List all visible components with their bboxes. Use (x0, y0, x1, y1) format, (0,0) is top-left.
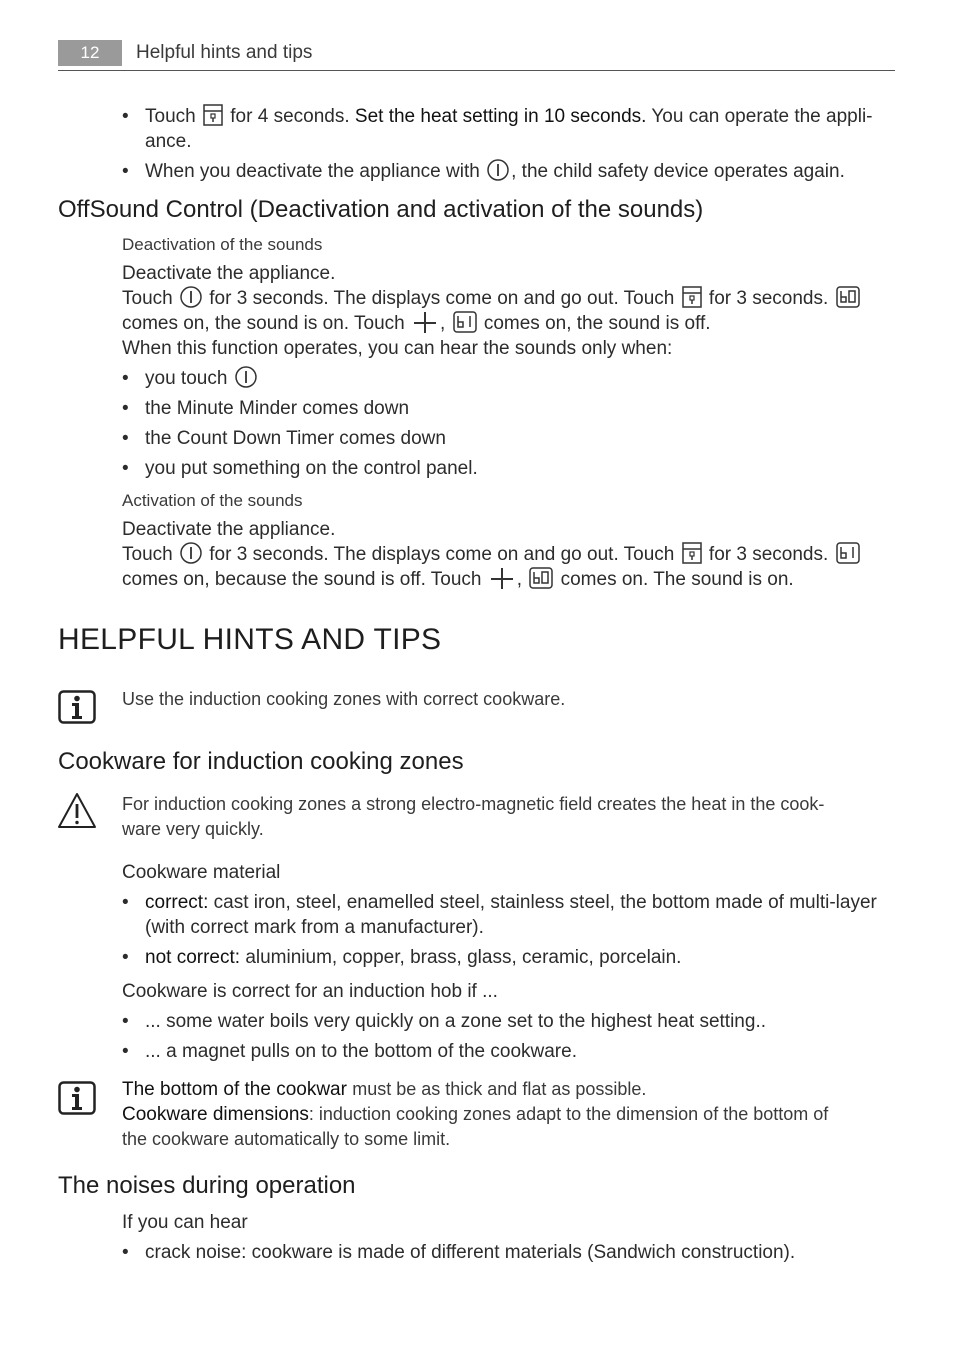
list-item: not correct: aluminium, copper, brass, glass, ceramic, porcelain. (145, 947, 682, 968)
bullet-dot: • (122, 1011, 129, 1032)
list-item: Touch for 4 seconds. Set the heat setting in 10 seconds. You can operate the appli- (145, 104, 873, 133)
running-header: Helpful hints and tips (136, 42, 313, 63)
list-item: correct: cast iron, steel, enamelled steel, stainless steel, the bottom made of multi-layer (145, 892, 877, 913)
bullet-dot: • (122, 947, 129, 968)
display-b0-icon (529, 567, 553, 596)
section-heading: Cookware for induction cooking zones (58, 748, 464, 775)
list-item: the Count Down Timer comes down (145, 428, 446, 449)
bullet-dot: • (122, 458, 129, 479)
list-item: ... a magnet pulls on to the bottom of the cookware. (145, 1041, 577, 1062)
subheading: Cookware is correct for an induction hob if ... (122, 981, 498, 1002)
subheading: Activation of the sounds (122, 491, 303, 510)
subheading: Cookware material (122, 862, 281, 883)
power-icon (487, 159, 509, 188)
bullet-dot: • (122, 1242, 129, 1263)
warning-icon (57, 792, 97, 835)
paragraph-line: Touch for 3 seconds. The displays come on and go out. Touch for 3 seconds. (122, 542, 862, 571)
bullet-dot: • (122, 892, 129, 913)
warning-text: For induction cooking zones a strong electro-magnetic field creates the heat in the cook- (122, 794, 825, 814)
page-number: 12 (58, 40, 122, 66)
list-item: crack noise: cookware is made of different materials (Sandwich construction). (145, 1242, 796, 1263)
info-icon (58, 690, 96, 729)
list-item: you put something on the control panel. (145, 458, 478, 479)
list-item: you touch (145, 366, 259, 395)
section-heading: OffSound Control (Deactivation and activation of the sounds) (58, 196, 704, 223)
warning-text: ware very quickly. (122, 819, 264, 839)
paragraph-line: When this function operates, you can hear the sounds only when: (122, 338, 673, 359)
bullet-dot: • (122, 428, 129, 449)
chapter-title: HELPFUL HINTS AND TIPS (58, 623, 442, 656)
bullet-dot: • (122, 106, 129, 127)
power-icon (235, 366, 257, 395)
bullet-dot: • (122, 398, 129, 419)
bullet-dot: • (122, 161, 129, 182)
list-item: ... some water boils very quickly on a zone set to the highest heat setting.. (145, 1011, 766, 1032)
list-item-continuation: (with correct mark from a manufacturer). (145, 917, 484, 938)
display-b0-icon (836, 286, 860, 315)
header-rule (58, 70, 895, 71)
info-text: The bottom of the cookwar must be as thick and flat as possible. (122, 1079, 647, 1100)
plus-icon (489, 567, 515, 596)
info-text: the cookware automatically to some limit. (122, 1129, 451, 1149)
paragraph-line: If you can hear (122, 1212, 248, 1233)
subheading: Deactivation of the sounds (122, 235, 323, 254)
paragraph-line: comes on, the sound is on. Touch , comes on, the sound is off. (122, 311, 711, 340)
info-text: Cookware dimensions: induction cooking zones adapt to the dimension of the bottom of (122, 1104, 829, 1125)
paragraph-line: Deactivate the appliance. (122, 519, 336, 540)
section-heading: The noises during operation (58, 1172, 356, 1199)
lock-icon (203, 104, 223, 133)
paragraph-line: Touch for 3 seconds. The displays come on and go out. Touch for 3 seconds. (122, 286, 862, 315)
paragraph-line: Deactivate the appliance. (122, 263, 336, 284)
bullet-dot: • (122, 1041, 129, 1062)
info-icon (58, 1081, 96, 1120)
list-item: When you deactivate the appliance with , the child safety device operates again. (145, 159, 845, 188)
bullet-dot: • (122, 368, 129, 389)
list-item: the Minute Minder comes down (145, 398, 410, 419)
info-text: Use the induction cooking zones with correct cookware. (122, 689, 566, 709)
display-b1-icon (836, 542, 860, 571)
paragraph-line: comes on, because the sound is off. Touch , comes on. The sound is on. (122, 567, 794, 596)
list-item-continuation: ance. (145, 131, 192, 152)
